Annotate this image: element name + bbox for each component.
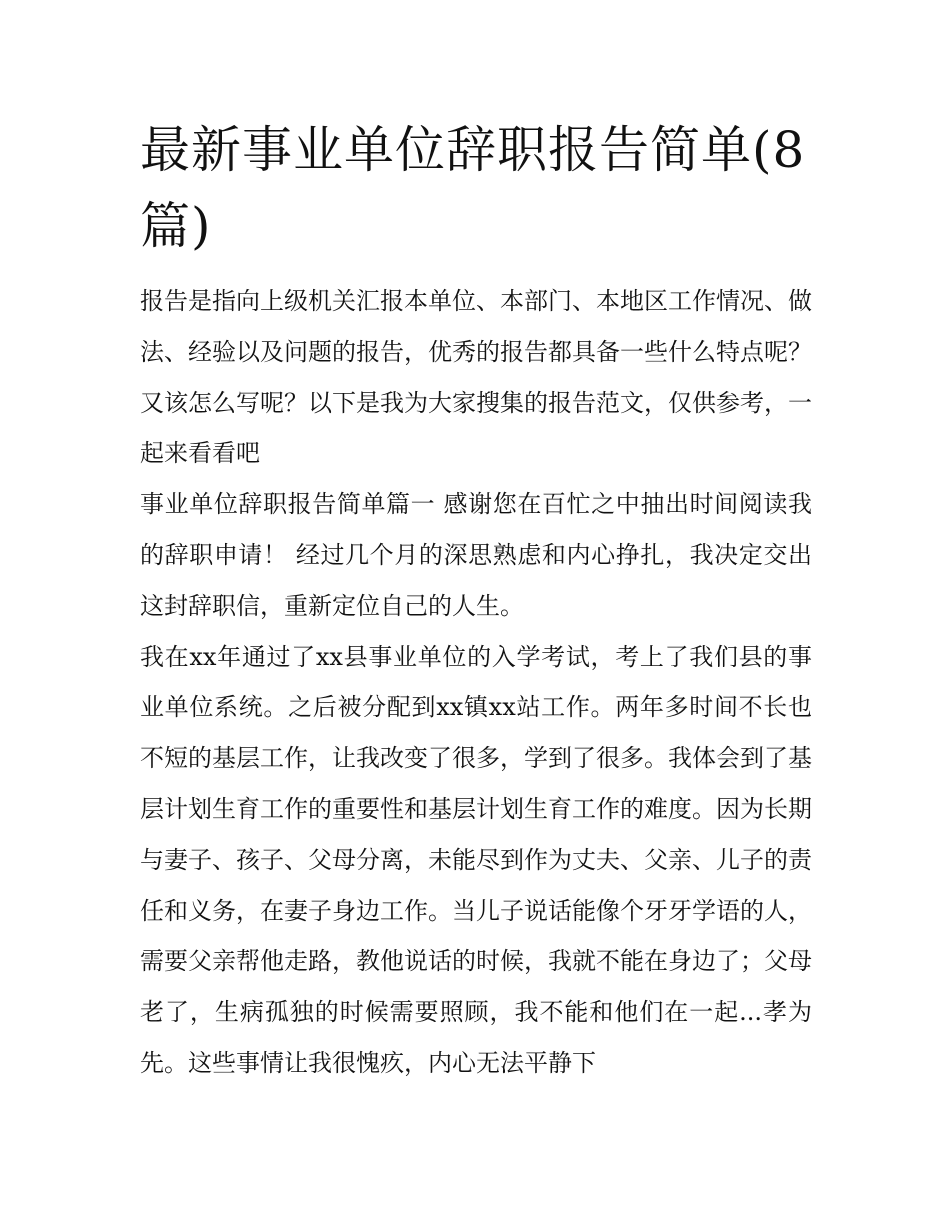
document-title: 最新事业单位辞职报告简单(8篇) [140, 121, 806, 255]
paragraph-article-one: 事业单位辞职报告简单篇一 感谢您在百忙之中抽出时间阅读我的辞职申请！ 经过几个月的深思熟虑和内心挣扎，我决定交出这封辞职信，重新定位自己的人生。 [140, 490, 812, 620]
paragraph-intro: 报告是指向上级机关汇报本单位、本部门、本地区工作情况、做法、经验以及问题的报告，优秀的报告都具备一些什么特点呢？又该怎么写呢？以下是我为大家搜集的报告范文，仅供参考，一起来看看吧 [140, 287, 812, 468]
document-body [140, 276, 812, 1089]
paragraph-background: 我在xx年通过了xx县事业单位的入学考试，考上了我们县的事业单位系统。之后被分配到xx镇xx站工作。两年多时间不长也不短的基层工作，让我改变了很多，学到了很多。我体会到了基层计划生育工作的重要性和基层计划生育工作的难度。因为长期与妻子、孩子、父母分离，未能尽到作为丈夫、父亲、儿子的责任和义务，在妻子身边工作。当儿子说话能像个牙牙学语的人，需要父亲帮他走路，教他说话的时候，我就不能在身边了；父母老了，生病孤独的时候需要照顾，我不能和他们在一起...孝为先。这些事情让我很愧疚，内心无法平静下 [140, 642, 812, 1077]
